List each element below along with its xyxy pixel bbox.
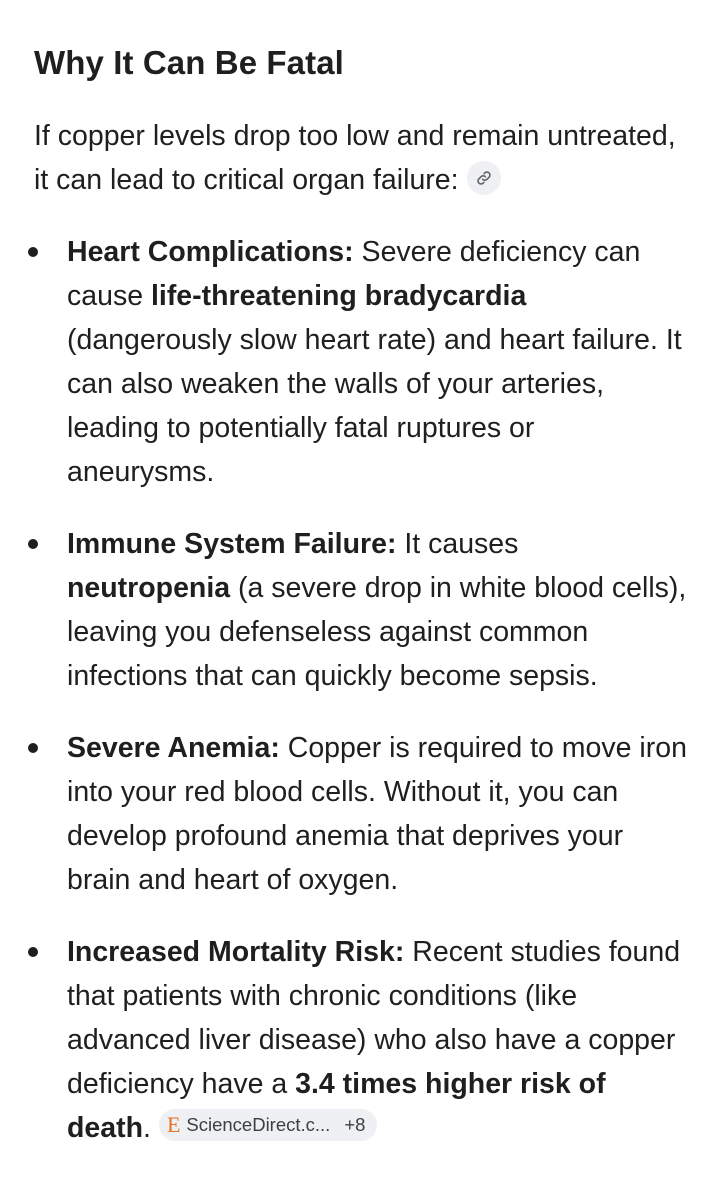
- bullet-list: [34, 230, 688, 1150]
- bullet-body: Severe deficiency can cause: [67, 236, 641, 312]
- intro-text: If copper levels drop too low and remain untreated, it can lead to critical organ failure:: [34, 120, 676, 196]
- list-item: [34, 522, 688, 698]
- bullet-emphasis: neutropenia: [67, 572, 231, 604]
- bullet-body: (a severe drop in white blood cells), leaving you defenseless against common infections that can quickly become sepsis.: [67, 572, 687, 692]
- bullet-dot-icon: [28, 947, 38, 957]
- bullet-label: Increased Mortality Risk:: [67, 936, 405, 968]
- bullet-dot-icon: [28, 539, 38, 549]
- sciencedirect-logo-icon: E: [166, 1112, 181, 1138]
- list-item: [34, 930, 688, 1150]
- bullet-text: [67, 522, 688, 698]
- bullet-body: (dangerously slow heart rate) and heart failure. It can also weaken the walls of your arteries, leading to potentially fatal ruptures or aneurysms.: [67, 324, 682, 488]
- bullet-dot-icon: [28, 247, 38, 257]
- bullet-text: [67, 930, 688, 1150]
- list-item: [34, 726, 688, 902]
- bullet-text: [67, 726, 688, 902]
- list-item: [34, 230, 688, 494]
- bullet-body: Copper is required to move iron into your red blood cells. Without it, you can develop profound anemia that deprives your brain and heart of oxygen.: [67, 732, 687, 896]
- bullet-label: Heart Complications:: [67, 236, 354, 268]
- bullet-body: .: [143, 1112, 151, 1144]
- source-more-count: +8: [344, 1114, 366, 1136]
- bullet-dot-icon: [28, 743, 38, 753]
- link-icon[interactable]: [467, 161, 501, 195]
- source-chip[interactable]: [159, 1109, 377, 1141]
- source-name: ScienceDirect.c...: [186, 1114, 331, 1136]
- bullet-body: Recent studies found that patients with chronic conditions (like advanced liver disease) who also have a copper deficiency have a: [67, 936, 681, 1100]
- bullet-body: It causes: [396, 528, 519, 560]
- bullet-label: Immune System Failure:: [67, 528, 397, 560]
- section-heading: Why It Can Be Fatal: [34, 44, 344, 81]
- bullet-label: Severe Anemia:: [67, 732, 280, 764]
- bullet-emphasis: 3.4 times higher risk of death: [67, 1068, 606, 1144]
- intro-paragraph: [34, 114, 688, 202]
- bullet-text: [67, 230, 688, 494]
- bullet-emphasis: life-threatening bradycardia: [150, 280, 527, 312]
